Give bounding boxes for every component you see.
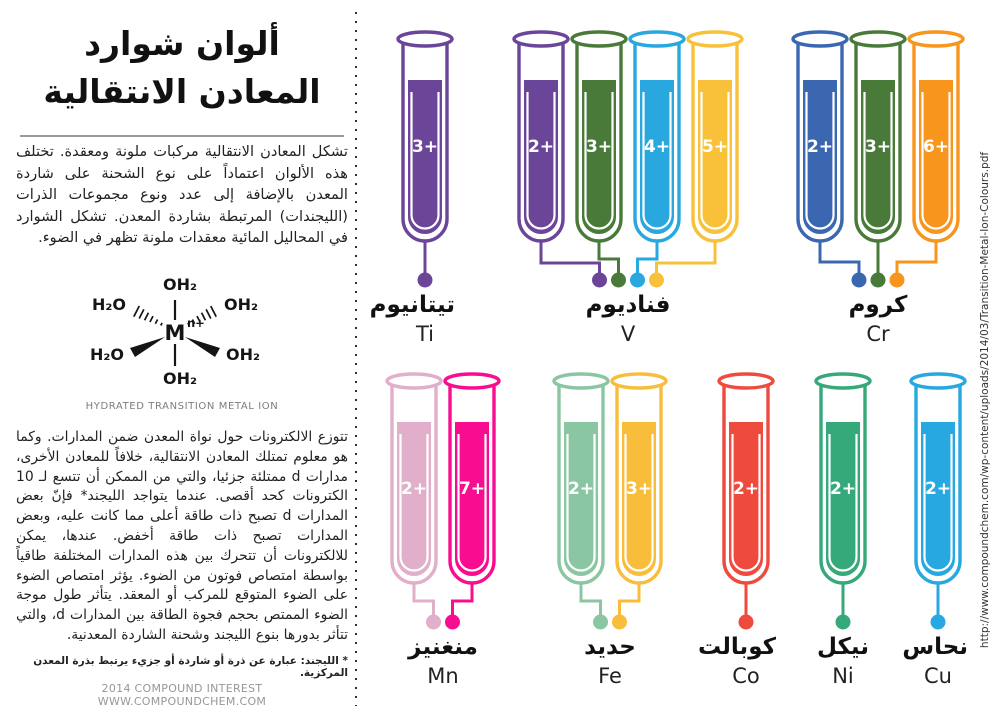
tubes-copper	[908, 372, 968, 632]
tube-rim	[554, 374, 608, 388]
leader-dot	[592, 273, 607, 288]
hydrated-ion-diagram	[62, 270, 302, 396]
leader-dot	[418, 273, 433, 288]
tubes-manganese	[384, 372, 502, 632]
page-title-line1: ألوان شوارد	[84, 24, 280, 63]
leader-dot	[593, 615, 608, 630]
hydrated-ion-structure	[62, 270, 302, 396]
charge-label: 2+	[829, 479, 857, 499]
ligand-upper-left: H₂O	[92, 295, 126, 314]
ligand-bottom: OH₂	[163, 369, 197, 388]
metal-charge-superscript: n+	[187, 316, 205, 330]
metal-name-ar: كوبالت	[697, 634, 776, 660]
leader-dot	[630, 273, 645, 288]
page-title	[16, 20, 348, 116]
test-tube-Co-2+	[719, 374, 773, 630]
charge-label: 2+	[924, 479, 952, 499]
test-tube-Fe-3+	[612, 374, 666, 630]
tube-rim	[688, 32, 742, 46]
metal-group-copper	[902, 372, 968, 690]
tube-rim	[612, 374, 666, 388]
test-tube-Ni-2+	[816, 374, 870, 630]
test-tube-Fe-2+	[554, 374, 608, 630]
charge-label: 3+	[411, 137, 439, 157]
metal-name-ar: فناديوم	[585, 292, 671, 318]
metal-group-cobalt	[697, 372, 776, 690]
leader-dot	[931, 615, 946, 630]
metal-group-nickel	[813, 372, 873, 690]
leader-line	[620, 583, 640, 615]
metal-name-ar: نحاس	[902, 634, 968, 660]
leader-dot	[739, 615, 754, 630]
tube-rim	[387, 374, 441, 388]
test-tube-Ti-3+	[398, 32, 452, 288]
charge-label: 2+	[732, 479, 760, 499]
charge-label: 7+	[458, 479, 486, 499]
charge-label: 2+	[567, 479, 595, 499]
tube-rim	[630, 32, 684, 46]
metal-symbol: Fe	[598, 664, 622, 688]
metal-group-vanadium	[511, 30, 745, 348]
dotted-divider	[355, 12, 357, 706]
title-divider	[20, 135, 344, 137]
tube-rim	[514, 32, 568, 46]
tube-rim	[398, 32, 452, 46]
wedge-bond	[185, 337, 220, 357]
leader-line	[897, 241, 936, 273]
metal-group-chromium	[790, 30, 966, 348]
source-url: http://www.compoundchem.com/wp-content/uploads/2014/03/Transition-Metal-Ion-Colours.pdf	[979, 151, 991, 649]
tube-rim	[793, 32, 847, 46]
ligand-lower-right: OH₂	[226, 345, 260, 364]
metal-name-ar: حديد	[584, 634, 636, 660]
leader-dot	[836, 615, 851, 630]
metal-group-iron	[551, 372, 669, 690]
leader-line	[541, 241, 600, 273]
charge-label: 6+	[922, 137, 950, 157]
ligand-lower-left: H₂O	[90, 345, 124, 364]
ligand-upper-right: OH₂	[224, 295, 258, 314]
charge-label: 3+	[585, 137, 613, 157]
intro-paragraph: تشكل المعادن الانتقالية مركبات ملونة ومعقدة. تختلف هذه الألوان اعتماداً على نوع الشحنة على شاردة المعدن بالإضافة إلى عدد ونوع مجموعات الذرات (الليجندات) المرتبطة بشاردة المعدن. تشكل الشوارد في المحاليل المائية معقدات ملونة تظهر في الضوء.	[16, 143, 348, 246]
tube-rim	[816, 374, 870, 388]
charge-label: 5+	[701, 137, 729, 157]
leader-dot	[871, 273, 886, 288]
charge-label: 3+	[864, 137, 892, 157]
leader-dot	[611, 273, 626, 288]
metal-name-ar: تيتانيوم	[369, 292, 455, 318]
ligand-top: OH₂	[163, 275, 197, 294]
charge-label: 2+	[806, 137, 834, 157]
leader-line	[638, 241, 658, 273]
metal-symbol: Co	[732, 664, 760, 688]
tubes-titanium	[395, 30, 455, 290]
wedge-bond	[130, 337, 165, 357]
metal-symbol: Ti	[415, 322, 435, 346]
metal-name-ar: نيكل	[817, 634, 869, 660]
charge-label: 2+	[400, 479, 428, 499]
test-tube-Mn-7+	[445, 374, 499, 630]
leader-dot	[445, 615, 460, 630]
tubes-nickel	[813, 372, 873, 632]
test-tube-V-3+	[572, 32, 626, 288]
tubes-vanadium	[511, 30, 745, 290]
test-tube-Cr-3+	[851, 32, 905, 288]
metal-name-ar: منغنيز	[408, 634, 478, 660]
leader-dot	[612, 615, 627, 630]
leader-dot	[649, 273, 664, 288]
body-paragraph: تتوزع الالكترونات حول نواة المعدن ضمن المدارات. وكما هو معلوم تمتلك المعادن الانتقالية، خلافاً للمعادن الأخرى، مدارات d ممتلئة جزئيا، والتي من الممكن أن تتسع لـ 10 الكترونات كحد أقصى. عندما يتواجد الليجند* فإنّ بعض المدارات d تصبح ذات طاقة أعلى مما كانت عليه، وبعض المدارات تصبح ذات طاقة أخفض. عندها، يمكن للالكترونات أن تتحرك بين هذه المدارات المختلفة طاقياً بواسطة امتصاص فوتون من الضوء. يؤثر امتصاص الضوء على الضوء المتوقع للمركب أو المعقد. يتأثر طول موجة الضوء الممتص بحجم فجوة الطاقة بين المدارات d، والتي تتأثر بدورها بنوع الليجند وشحنة الشاردة المعدنية.	[16, 429, 348, 643]
metal-center: M	[164, 321, 186, 345]
leader-dot	[890, 273, 905, 288]
hydrated-ion-caption: HYDRATED TRANSITION METAL ION	[85, 401, 279, 412]
metal-symbol: Cu	[924, 664, 952, 688]
tubes-iron	[551, 372, 669, 632]
tube-rim	[445, 374, 499, 388]
leader-line	[414, 583, 434, 615]
tube-rim	[911, 374, 965, 388]
test-tube-Mn-2+	[387, 374, 441, 630]
metal-symbol: Cr	[866, 322, 890, 346]
metal-group-manganese	[384, 372, 502, 690]
page-title-line2: المعادن الانتقالية	[43, 72, 321, 111]
metal-group-titanium	[369, 30, 455, 348]
tube-rim	[572, 32, 626, 46]
tube-rim	[909, 32, 963, 46]
leader-dot	[852, 273, 867, 288]
leader-line	[820, 241, 859, 273]
leader-line	[581, 583, 601, 615]
test-tube-V-4+	[630, 32, 684, 288]
tubes-chromium	[790, 30, 966, 290]
metal-name-ar: كروم	[848, 292, 908, 318]
text-column	[16, 14, 348, 714]
leader-line	[453, 583, 473, 615]
metal-symbol: V	[620, 322, 636, 346]
tubes-cobalt	[716, 372, 776, 632]
charge-label: 3+	[625, 479, 653, 499]
charge-label: 4+	[643, 137, 671, 157]
tube-rim	[719, 374, 773, 388]
leader-line	[657, 241, 716, 273]
charge-label: 2+	[527, 137, 555, 157]
ligand-footnote: * الليجند: عبارة عن ذرة أو شاردة أو جزيء يرتبط بذرة المعدن المركزية.	[33, 655, 348, 679]
metal-symbol: Mn	[427, 664, 459, 688]
leader-dot	[426, 615, 441, 630]
credit-footer: 2014 COMPOUND INTEREST WWW.COMPOUNDCHEM.COM	[97, 682, 267, 708]
test-tube-Cu-2+	[911, 374, 965, 630]
tube-rim	[851, 32, 905, 46]
metal-symbol: Ni	[832, 664, 854, 688]
leader-line	[599, 241, 619, 273]
